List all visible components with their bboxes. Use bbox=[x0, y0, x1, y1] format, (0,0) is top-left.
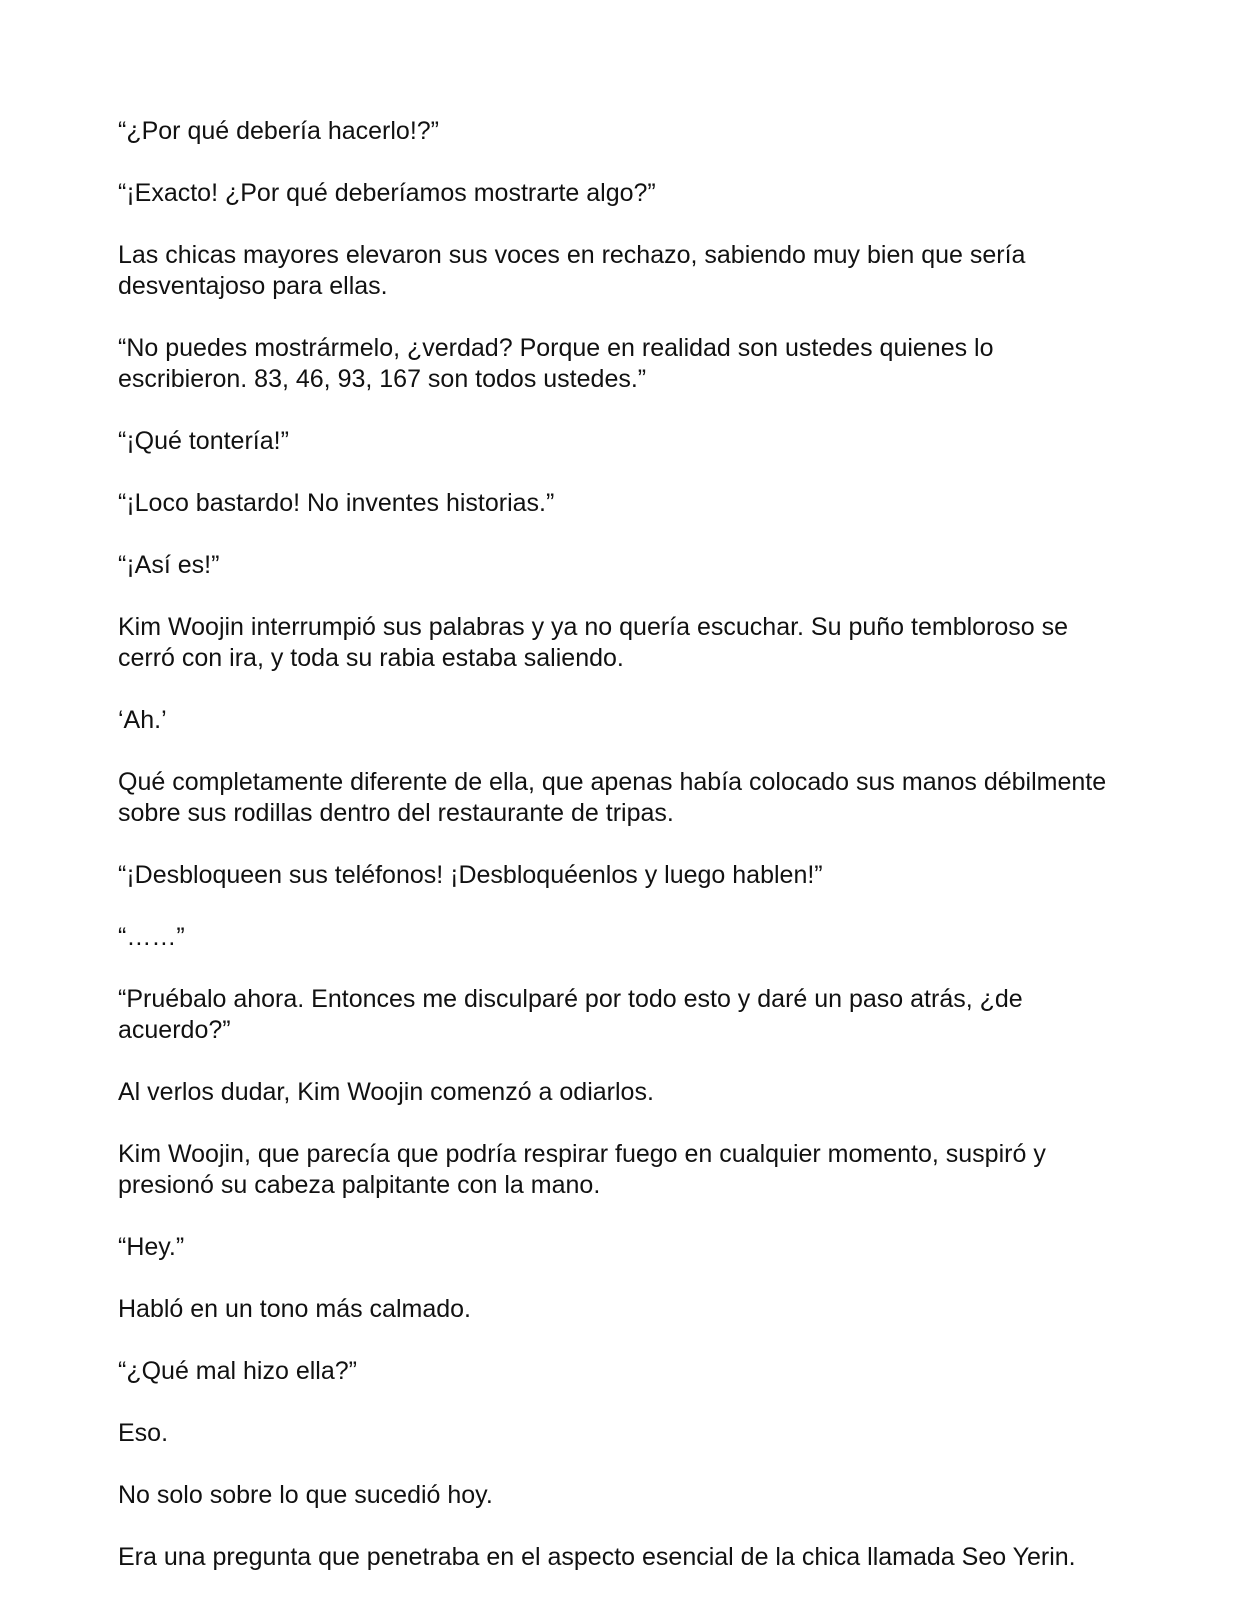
paragraph: “¡Exacto! ¿Por qué deberíamos mostrarte algo?” bbox=[118, 179, 656, 207]
paragraph: Al verlos dudar, Kim Woojin comenzó a odiarlos. bbox=[118, 1078, 654, 1106]
paragraph: “Pruébalo ahora. Entonces me disculparé por todo esto y daré un paso atrás, ¿de acuerdo?” bbox=[118, 985, 1023, 1044]
paragraph: “……” bbox=[118, 923, 185, 951]
paragraph: Habló en un tono más calmado. bbox=[118, 1295, 471, 1323]
paragraph: Qué completamente diferente de ella, que apenas había colocado sus manos débilmente sobre sus rodillas dentro del restaurante de tripas. bbox=[118, 768, 1107, 827]
paragraph: ‘Ah.’ bbox=[118, 706, 167, 734]
paragraph: No solo sobre lo que sucedió hoy. bbox=[118, 1481, 493, 1509]
paragraph: Kim Woojin interrumpió sus palabras y ya no quería escuchar. Su puño tembloroso se cerró con ira, y toda su rabia estaba saliendo. bbox=[118, 613, 1069, 672]
paragraph: Era una pregunta que penetraba en el aspecto esencial de la chica llamada Seo Yerin. bbox=[118, 1543, 1076, 1571]
paragraph: “Hey.” bbox=[118, 1233, 185, 1261]
paragraph: Kim Woojin, que parecía que podría respirar fuego en cualquier momento, suspiró y presionó su cabeza palpitante con la mano. bbox=[118, 1140, 1046, 1199]
document-page bbox=[118, 116, 1128, 1604]
paragraph: “No puedes mostrármelo, ¿verdad? Porque en realidad son ustedes quienes lo escribieron. 83, 46, 93, 167 son todos ustedes.” bbox=[118, 334, 994, 393]
paragraph: “¿Qué mal hizo ella?” bbox=[118, 1357, 357, 1385]
paragraph: “¿Por qué debería hacerlo!?” bbox=[118, 117, 440, 145]
paragraph: Eso. bbox=[118, 1419, 169, 1447]
paragraph: Las chicas mayores elevaron sus voces en rechazo, sabiendo muy bien que sería desventajoso para ellas. bbox=[118, 241, 1026, 300]
paragraph: “¡Desbloqueen sus teléfonos! ¡Desbloquéenlos y luego hablen!” bbox=[118, 861, 823, 889]
paragraph: “¡Así es!” bbox=[118, 551, 220, 579]
paragraph: “¡Loco bastardo! No inventes historias.” bbox=[118, 489, 555, 517]
paragraph: “¡Qué tontería!” bbox=[118, 427, 289, 455]
